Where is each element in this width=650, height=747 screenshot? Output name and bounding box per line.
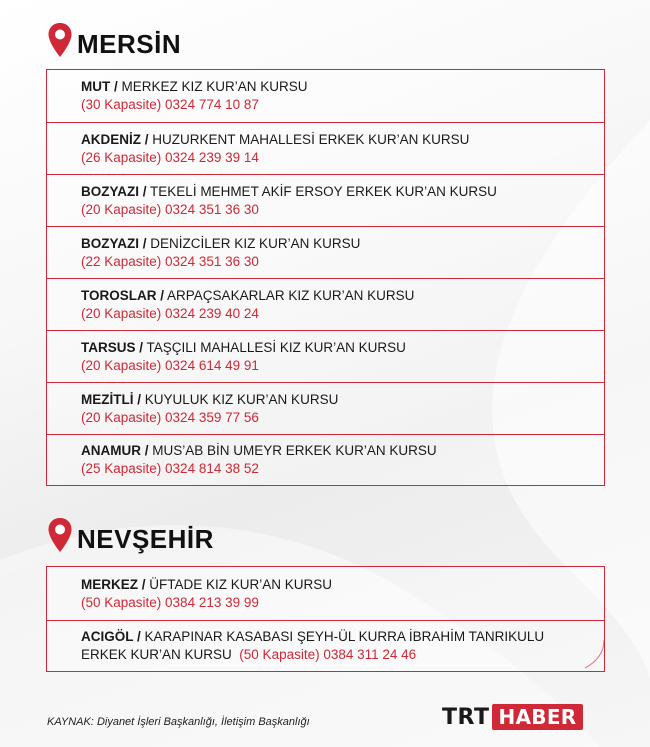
district-name: MUT <box>81 79 111 94</box>
course-detail: (50 Kapasite) 0384 311 24 46 <box>239 647 417 662</box>
course-name: TAŞÇILI MAHALLESİ KIZ KUR’AN KURSU <box>146 339 406 355</box>
section-header-nevsehir <box>47 517 214 553</box>
course-detail: (50 Kapasite) 0384 213 39 99 <box>81 594 259 610</box>
source-text: Diyanet İşleri Başkanlığı, İletişim Başkanlığı <box>96 716 310 728</box>
list-item: MEZİTLİ / KUYULUK KIZ KUR’AN KURSU (20 Kapasite) 0324 359 77 56 <box>47 382 604 434</box>
district-name: MEZİTLİ <box>81 391 134 407</box>
course-name-continued: ERKEK KUR’AN KURSU <box>81 647 232 662</box>
list-item: BOZYAZI / DENİZCİLER KIZ KUR’AN KURSU (22 Kapasite) 0324 351 36 30 <box>47 226 604 278</box>
list-item: MUT / MERKEZ KIZ KUR’AN KURSU (30 Kapasite) 0324 774 10 87 <box>47 70 604 122</box>
course-detail: (20 Kapasite) 0324 351 36 30 <box>81 201 259 217</box>
district-name: TARSUS <box>81 339 136 355</box>
city-title: MERSİN <box>77 29 182 59</box>
course-detail: (20 Kapasite) 0324 359 77 56 <box>81 409 259 425</box>
list-item: TOROSLAR / ARPAÇSAKARLAR KIZ KUR’AN KURSU (20 Kapasite) 0324 239 40 24 <box>47 278 604 330</box>
course-detail: (30 Kapasite) 0324 774 10 87 <box>81 97 259 112</box>
district-name: ACIGÖL <box>81 629 134 644</box>
course-list-mersin <box>46 69 605 486</box>
course-detail: (26 Kapasite) 0324 239 39 14 <box>81 149 259 165</box>
district-name: BOZYAZI <box>81 235 140 251</box>
course-name: DENİZCİLER KIZ KUR’AN KURSU <box>150 235 361 251</box>
list-item: ACIGÖL / KARAPINAR KASABASI ŞEYH-ÜL KURRA İBRAHİM TANRIKULU ERKEK KUR’AN KURSU (50 Kapasite) 0384 311 24 46 <box>47 620 604 671</box>
course-name: ÜFTADE KIZ KUR’AN KURSU <box>149 576 333 592</box>
trt-haber-logo <box>442 704 583 730</box>
district-name: ANAMUR <box>81 443 141 458</box>
source-credit <box>47 716 310 728</box>
list-item: TARSUS / TAŞÇILI MAHALLESİ KIZ KUR’AN KURSU (20 Kapasite) 0324 614 49 91 <box>47 330 604 382</box>
course-detail: (22 Kapasite) 0324 351 36 30 <box>81 253 259 269</box>
course-name: MUS’AB BİN UMEYR ERKEK KUR’AN KURSU <box>152 443 437 458</box>
course-detail: (20 Kapasite) 0324 614 49 91 <box>81 357 259 373</box>
location-pin-icon <box>47 22 73 58</box>
list-item: MERKEZ / ÜFTADE KIZ KUR’AN KURSU (50 Kapasite) 0384 213 39 99 <box>47 567 604 620</box>
logo-trt: TRT <box>442 704 490 730</box>
list-item: ANAMUR / MUS’AB BİN UMEYR ERKEK KUR’AN KURSU (25 Kapasite) 0324 814 38 52 <box>47 434 604 485</box>
location-pin-icon <box>47 517 73 553</box>
course-name: ARPAÇSAKARLAR KIZ KUR’AN KURSU <box>167 287 415 303</box>
course-name: TEKELİ MEHMET AKİF ERSOY ERKEK KUR’AN KURSU <box>150 183 497 199</box>
district-name: MERKEZ <box>81 576 138 592</box>
course-name: KUYULUK KIZ KUR’AN KURSU <box>144 391 339 407</box>
course-name: KARAPINAR KASABASI ŞEYH-ÜL KURRA İBRAHİM TANRIKULU <box>144 629 545 644</box>
logo-haber: HABER <box>492 704 582 730</box>
list-item: BOZYAZI / TEKELİ MEHMET AKİF ERSOY ERKEK KUR’AN KURSU (20 Kapasite) 0324 351 36 30 <box>47 174 604 226</box>
course-list-nevsehir <box>46 566 605 672</box>
course-name: MERKEZ KIZ KUR’AN KURSU <box>121 79 308 94</box>
list-item: AKDENİZ / HUZURKENT MAHALLESİ ERKEK KUR’AN KURSU (26 Kapasite) 0324 239 39 14 <box>47 122 604 174</box>
district-name: BOZYAZI <box>81 183 140 199</box>
district-name: TOROSLAR <box>81 287 157 303</box>
course-detail: (20 Kapasite) 0324 239 40 24 <box>81 305 259 321</box>
source-label: KAYNAK: <box>47 716 94 728</box>
district-name: AKDENİZ <box>81 131 141 147</box>
course-detail: (25 Kapasite) 0324 814 38 52 <box>81 461 259 476</box>
section-header-mersin <box>47 22 181 58</box>
city-title: NEVŞEHİR <box>77 524 214 554</box>
course-name: HUZURKENT MAHALLESİ ERKEK KUR’AN KURSU <box>152 131 470 147</box>
